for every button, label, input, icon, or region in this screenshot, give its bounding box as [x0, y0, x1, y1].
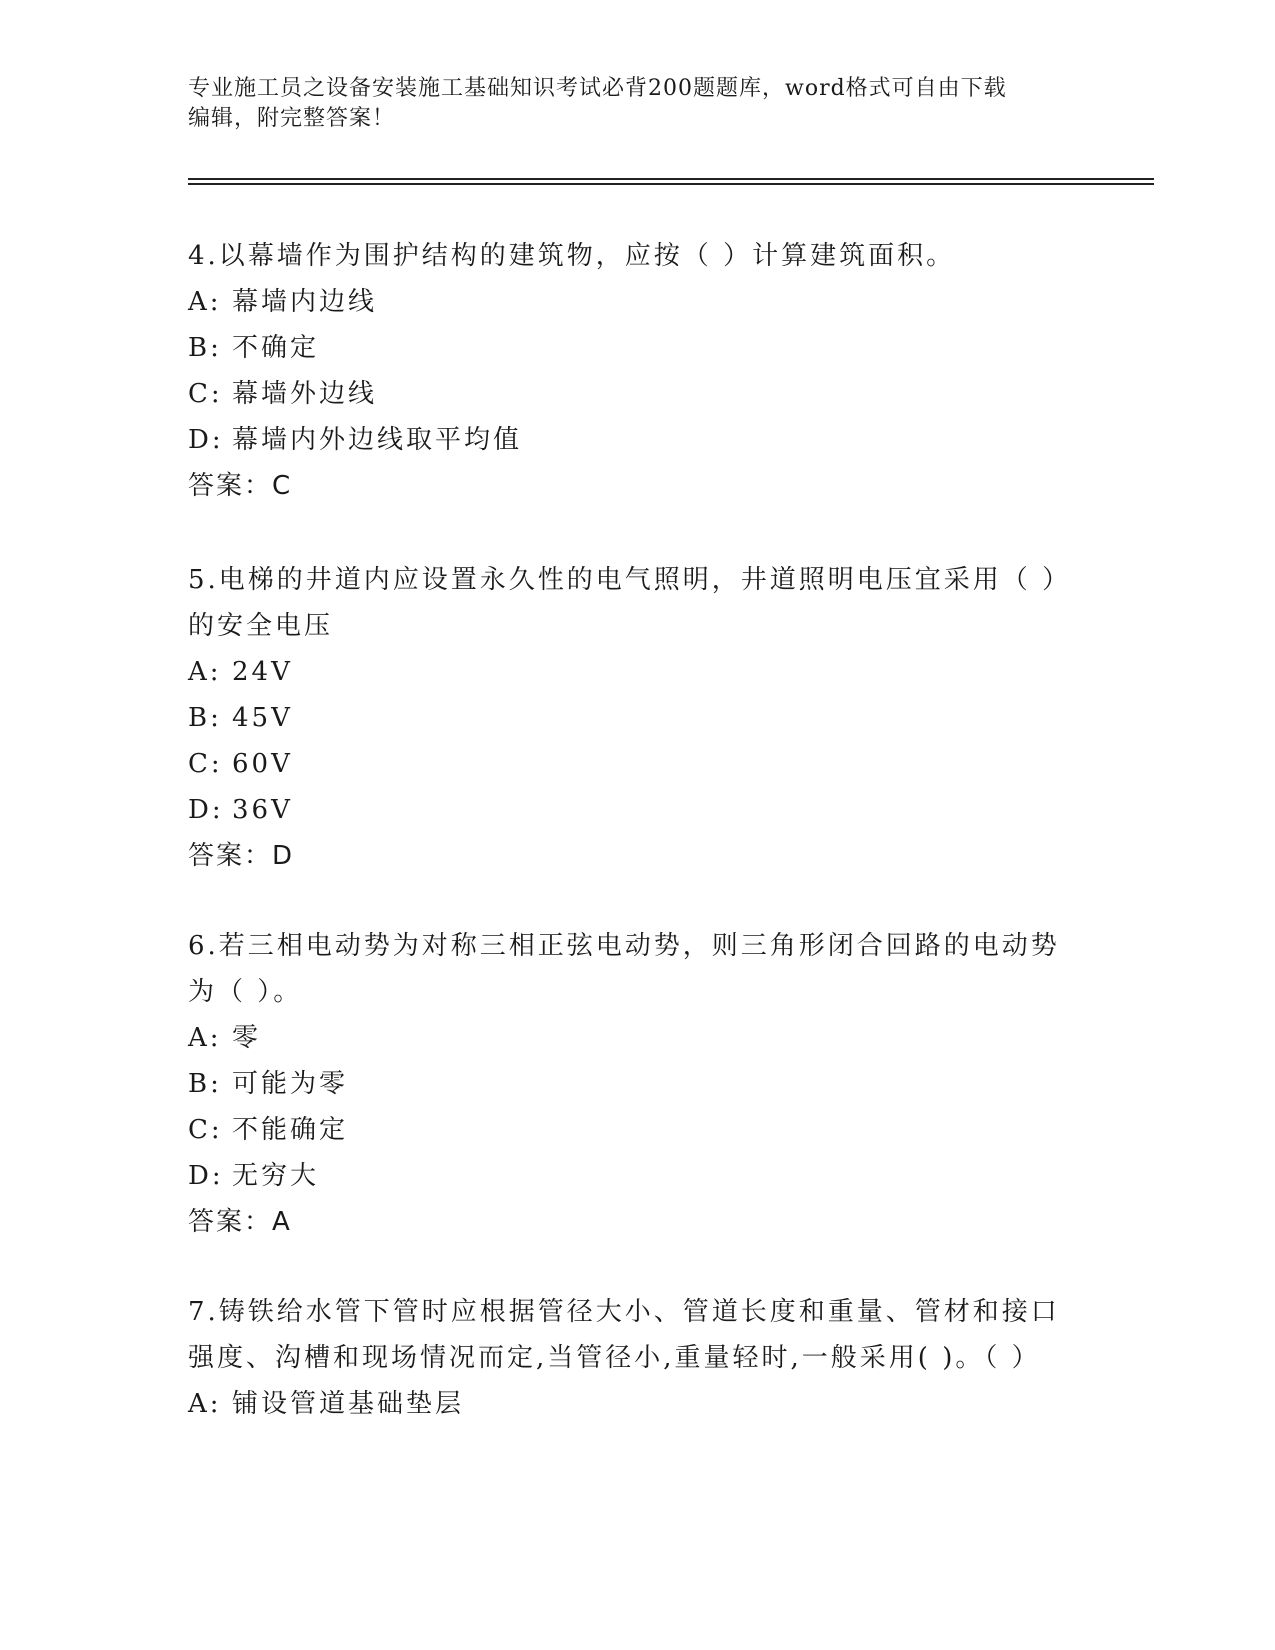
- question-5: [188, 557, 1088, 879]
- option-c: [188, 741, 1088, 787]
- option-letter: A:: [188, 657, 222, 687]
- option-text: 幕墙内外边线取平均值: [232, 425, 523, 455]
- option-letter: B:: [188, 1069, 222, 1099]
- answer-line: 答案：A: [188, 1207, 292, 1237]
- option-text: 60V: [232, 749, 293, 779]
- option-c: [188, 371, 1088, 417]
- option-a: [188, 279, 1088, 325]
- option-b: [188, 695, 1088, 741]
- option-text: 幕墙外边线: [232, 379, 378, 409]
- option-letter: C:: [188, 379, 223, 409]
- option-letter: B:: [188, 333, 222, 363]
- option-a: [188, 1015, 1088, 1061]
- question-text: 7.铸铁给水管下管时应根据管径大小、管道长度和重量、管材和接口强度、沟槽和现场情况而定,当管径小,重量轻时,一般采用( )。（ ）: [188, 1297, 1060, 1373]
- option-d: [188, 417, 1088, 463]
- option-letter: A:: [188, 1389, 222, 1419]
- option-text: 36V: [232, 795, 293, 825]
- option-text: 24V: [232, 657, 293, 687]
- question-6: [188, 923, 1088, 1245]
- option-b: [188, 1061, 1088, 1107]
- option-letter: D:: [188, 795, 224, 825]
- question-4: [188, 233, 1088, 509]
- option-letter: C:: [188, 1115, 223, 1145]
- header-line-1: 专业施工员之设备安装施工基础知识考试必背200题题库，word格式可自由下载: [188, 76, 1007, 101]
- option-text: 可能为零: [232, 1069, 349, 1099]
- answer-line: 答案：C: [188, 471, 293, 501]
- header-divider-bottom: [188, 183, 1154, 185]
- option-a: [188, 649, 1088, 695]
- option-text: 45V: [232, 703, 293, 733]
- option-text: 无穷大: [232, 1161, 320, 1191]
- option-a: [188, 1381, 1088, 1427]
- option-letter: C:: [188, 749, 223, 779]
- option-d: [188, 1153, 1088, 1199]
- option-letter: A:: [188, 287, 222, 317]
- option-letter: A:: [188, 1023, 222, 1053]
- question-text: 6.若三相电动势为对称三相正弦电动势，则三角形闭合回路的电动势为（ ）。: [188, 931, 1060, 1007]
- header-line-2: 编辑，附完整答案！: [188, 106, 396, 131]
- option-b: [188, 325, 1088, 371]
- option-d: [188, 787, 1088, 833]
- answer-line: 答案：D: [188, 841, 295, 871]
- option-letter: D:: [188, 425, 224, 455]
- option-text: 不能确定: [232, 1115, 349, 1145]
- header-divider-top: [188, 178, 1154, 180]
- option-letter: B:: [188, 703, 222, 733]
- option-letter: D:: [188, 1161, 224, 1191]
- option-text: 铺设管道基础垫层: [232, 1389, 465, 1419]
- question-text: 5.电梯的井道内应设置永久性的电气照明，井道照明电压宜采用（ ）的安全电压: [188, 565, 1072, 641]
- option-text: 零: [232, 1023, 262, 1053]
- document-header: [188, 74, 1088, 134]
- option-text: 不确定: [232, 333, 320, 363]
- question-text: 4.以幕墙作为围护结构的建筑物，应按（ ）计算建筑面积。: [188, 241, 956, 271]
- option-c: [188, 1107, 1088, 1153]
- question-7: [188, 1289, 1088, 1427]
- option-text: 幕墙内边线: [232, 287, 378, 317]
